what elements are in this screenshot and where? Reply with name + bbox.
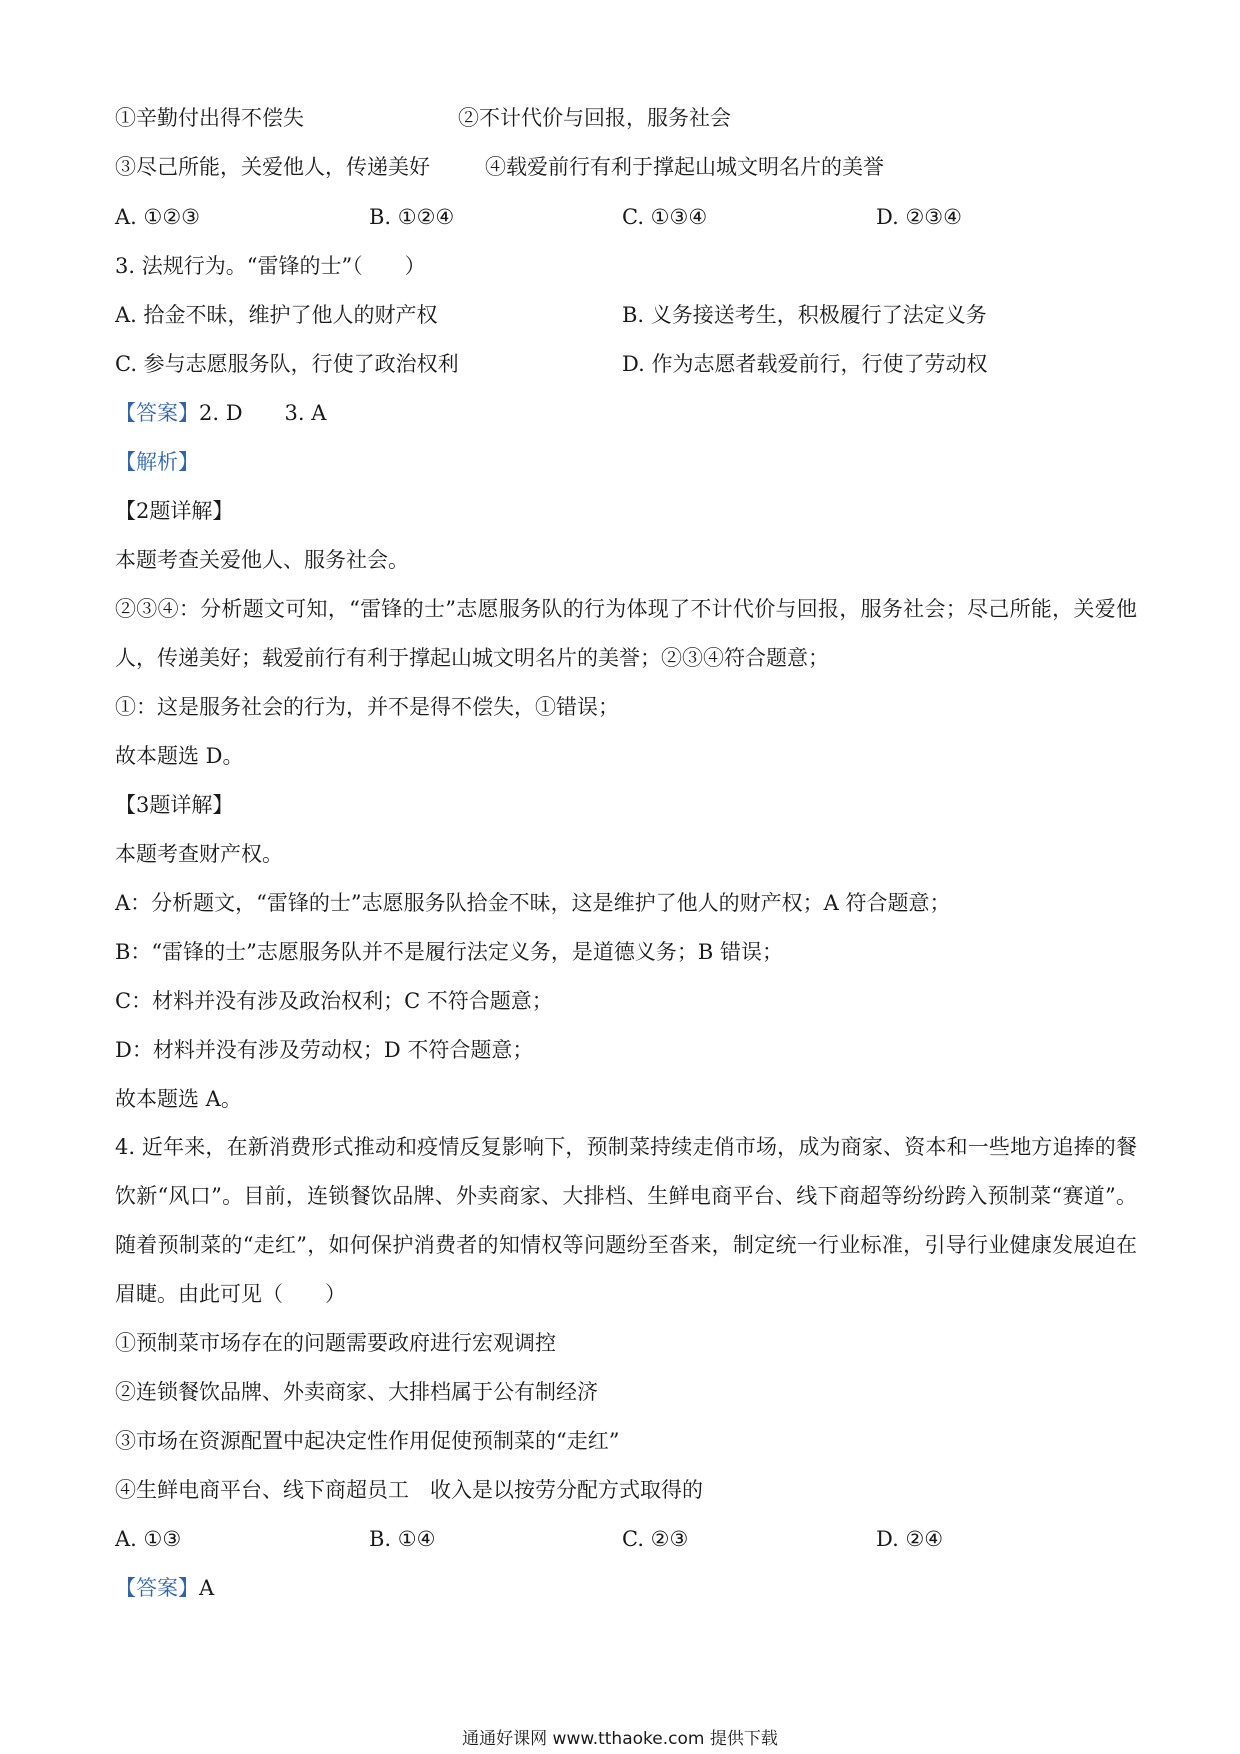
answer-text: 2. D 3. A bbox=[199, 401, 327, 425]
q4-statement-1: ①预制菜市场存在的问题需要政府进行宏观调控 bbox=[115, 1331, 556, 1355]
analysis-tag: 【解析】 bbox=[115, 450, 199, 474]
page-footer: 通通好课网 www.tthaoke.com 提供下载 bbox=[462, 1729, 778, 1749]
q2-conclusion: 故本题选 D。 bbox=[115, 744, 244, 768]
q3-detail-b: B：“雷锋的士”志愿服务队并不是履行法定义务，是道德义务；B 错误； bbox=[115, 940, 784, 964]
q4-statement-3: ③市场在资源配置中起决定性作用促使预制菜的“走红” bbox=[115, 1429, 620, 1453]
q3-detail-topic: 本题考查财产权。 bbox=[115, 842, 283, 866]
q4-statement-2: ②连锁餐饮品牌、外卖商家、大排档属于公有制经济 bbox=[115, 1380, 598, 1404]
q2-statement-2: ②不计代价与回报，服务社会 bbox=[458, 106, 731, 130]
q3-detail-c: C：材料并没有涉及政治权利；C 不符合题意； bbox=[115, 989, 553, 1013]
answer-line-1 bbox=[115, 398, 1140, 428]
q2-detail-point-1: ①：这是服务社会的行为，并不是得不偿失，①错误； bbox=[115, 695, 619, 719]
q4-option-a: A. ①③ bbox=[115, 1527, 182, 1551]
q4-option-c: C. ②③ bbox=[622, 1527, 689, 1551]
q2-detail-topic: 本题考查关爱他人、服务社会。 bbox=[115, 548, 409, 572]
q3-option-b: B. 义务接送考生，积极履行了法定义务 bbox=[622, 303, 987, 327]
answer-text: A bbox=[199, 1576, 215, 1600]
q3-stem: 3. 法规行为。“雷锋的士”（ ） bbox=[115, 254, 426, 278]
q4-stem: 4. 近年来，在新消费形式推动和疫情反复影响下，预制菜持续走俏市场，成为商家、资本和一些地方追捧的餐饮新“风口”。目前，连锁餐饮品牌、外卖商家、大排档、生鲜电商平台、线下商超等纷纷跨入预制菜“赛道”。随着预制菜的“走红”，如何保护消费者的知情权等问题纷至沓来，制定统一行业标准，引导行业健康发展迫在眉睫。由此可见（ ） bbox=[115, 1135, 1137, 1306]
q3-option-c: C. 参与志愿服务队，行使了政治权利 bbox=[115, 352, 459, 376]
q2-option-d: D. ②③④ bbox=[876, 205, 962, 229]
q2-statement-4: ④载爱前行有利于撑起山城文明名片的美誉 bbox=[485, 155, 884, 179]
q4-statement-4: ④生鲜电商平台、线下商超员工 收入是以按劳分配方式取得的 bbox=[115, 1478, 703, 1502]
q2-detail-paragraph: ②③④：分析题文可知，“雷锋的士”志愿服务队的行为体现了不计代价与回报，服务社会；尽己所能，关爱他人，传递美好；载爱前行有利于撑起山城文明名片的美誉；②③④符合题意； bbox=[115, 597, 1137, 670]
q4-option-d: D. ②④ bbox=[876, 1527, 944, 1551]
q3-option-d: D. 作为志愿者载爱前行，行使了劳动权 bbox=[622, 352, 988, 376]
q2-statement-3: ③尽己所能，关爱他人，传递美好 bbox=[115, 155, 430, 179]
q2-option-a: A. ①②③ bbox=[115, 205, 200, 229]
q2-option-c: C. ①③④ bbox=[622, 205, 708, 229]
answer-tag: 【答案】 bbox=[115, 401, 199, 425]
q3-detail-heading: 【3题详解】 bbox=[115, 793, 234, 817]
answer-tag: 【答案】 bbox=[115, 1576, 199, 1600]
q2-detail-heading: 【2题详解】 bbox=[115, 499, 234, 523]
q3-detail-d: D：材料并没有涉及劳动权；D 不符合题意； bbox=[115, 1038, 534, 1062]
q2-statement-1: ①辛勤付出得不偿失 bbox=[115, 106, 304, 130]
q2-option-b: B. ①②④ bbox=[369, 205, 455, 229]
q3-option-a: A. 拾金不昧，维护了他人的财产权 bbox=[115, 303, 438, 327]
answer-line-2 bbox=[115, 1573, 1140, 1603]
q3-detail-a: A：分析题文，“雷锋的士”志愿服务队拾金不昧，这是维护了他人的财产权；A 符合题意； bbox=[115, 891, 951, 915]
q3-conclusion: 故本题选 A。 bbox=[115, 1087, 242, 1111]
q4-option-b: B. ①④ bbox=[369, 1527, 436, 1551]
